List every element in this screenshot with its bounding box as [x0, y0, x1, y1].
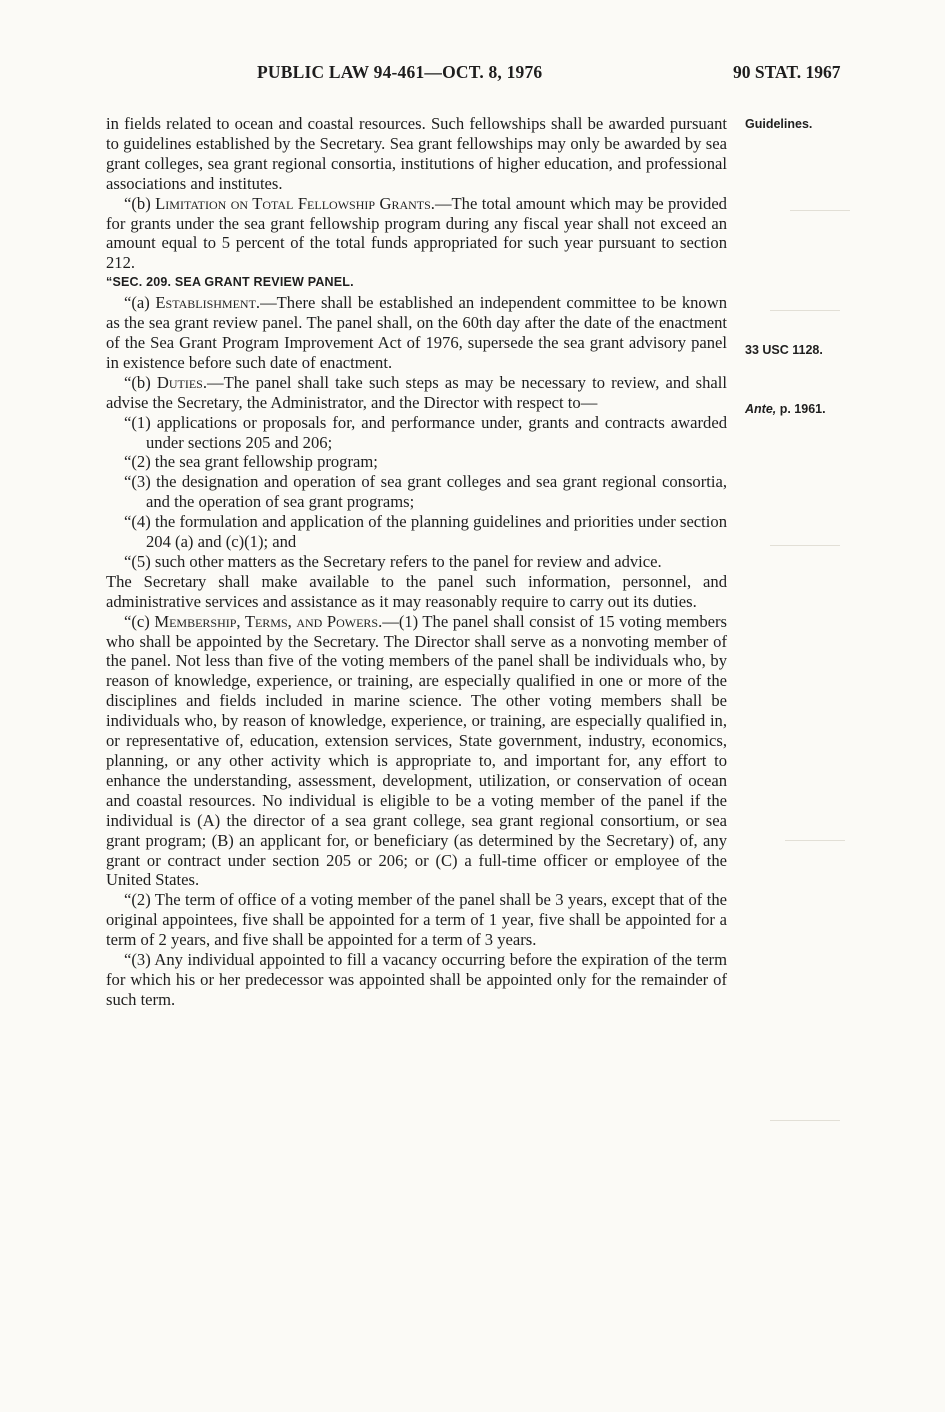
- duty-item-2: “(2) the sea grant fellowship program;: [124, 452, 378, 472]
- duty-item-3: “(3) the designation and operation of sea grant colleges and sea grant regional consortia, and the operation of sea grant programs;: [124, 472, 727, 512]
- subsection-heading: Establishment.: [155, 293, 261, 313]
- page-header: [0, 62, 945, 88]
- paragraph-limitation: [106, 194, 727, 274]
- subsection-label: “(c): [124, 611, 155, 631]
- margin-note-guidelines: Guidelines.: [745, 117, 813, 131]
- ante-italic: Ante,: [745, 402, 777, 416]
- duty-item-1: “(1) applications or proposals for, and performance under, grants and contracts awarded under sections 205 and 206;: [124, 412, 727, 452]
- paragraph-secretary-support: The Secretary shall make available to the panel such information, personnel, and administrative services and assistance as it may reasonably require to carry out its duties.: [106, 571, 727, 611]
- paragraph-term-of-office: “(2) The term of office of a voting member of the panel shall be 3 years, except that of the original appointees, five shall be appointed for a term of 1 year, five shall be appointed for a term of 2 years, and five shall be appointed for a term of 3 years.: [106, 890, 727, 950]
- show-through-mark: [770, 1120, 840, 1131]
- duty-item-4: “(4) the formulation and application of the planning guidelines and priorities under section 204 (a) and (c)(1); and: [124, 512, 727, 552]
- paragraph-duties: [106, 373, 727, 413]
- law-title: PUBLIC LAW 94-461—OCT. 8, 1976: [257, 62, 543, 82]
- stat-page-number: 90 STAT. 1967: [733, 62, 841, 82]
- paragraph-membership: [106, 612, 727, 891]
- subsection-heading: Membership, Terms, and Powers.: [154, 611, 383, 631]
- margin-note-ante: [745, 402, 826, 416]
- show-through-mark: [790, 210, 850, 235]
- paragraph-fellowships: in fields related to ocean and coastal resources. Such fellowships shall be awarded pursuant to guidelines established by the Secretary. Sea grant fellowships may only be awarded by sea grant colleges, sea grant regional consortia, institutions of higher education, and professional associations and institutes.: [106, 114, 727, 193]
- subsection-label: “(a): [124, 293, 156, 313]
- margin-note-usc-citation: 33 USC 1128.: [745, 343, 823, 357]
- subsection-heading: Duties.: [156, 372, 208, 392]
- subsection-heading: Limitation on Total Fellowship Grants.: [155, 193, 435, 213]
- subsection-text: —(1) The panel shall consist of 15 voting members who shall be appointed by the Secretary. The Director shall serve as a nonvoting member of the panel. Not less than five of the voting members of the panel shall be individuals who, by reason of knowledge, experience, or training, are especially qualified in one or more of the disciplines and fields included in marine science. The other voting members shall be individuals who, by reason of knowledge, experience, or training, are especially qualified in, or representative of, education, extension services, State government, industry, economics, planning, or any other activity which is appropriate to, and important for, any effort to enhance the understanding, assessment, development, utilization, or conservation of ocean and coastal resources. No individual is eligible to be a voting member of the panel if the individual is (A) the director of a sea grant college, sea grant regional consortium, or sea grant program; (B) an applicant for, or beneficiary (as determined by the Secretary) of, any grant or contract under section 205 or 206; or (C) a full-time officer or employee of the United States.: [106, 611, 727, 890]
- subsection-label: “(b): [124, 372, 157, 392]
- statute-body: [106, 114, 727, 1010]
- section-209-heading: “SEC. 209. SEA GRANT REVIEW PANEL.: [106, 275, 354, 290]
- show-through-mark: [785, 840, 845, 881]
- subsection-text: —The panel shall take such steps as may be necessary to review, and shall advise the Secretary, the Administrator, and the Director with respect to—: [106, 372, 727, 412]
- paragraph-establishment: [106, 293, 727, 373]
- show-through-mark: [770, 310, 840, 335]
- show-through-mark: [770, 545, 840, 556]
- subsection-label: “(b): [124, 193, 156, 213]
- paragraph-vacancy: “(3) Any individual appointed to fill a vacancy occurring before the expiration of the term for which his or her predecessor was appointed shall be appointed only for the remainder of such term.: [106, 950, 727, 1009]
- duty-item-5: “(5) such other matters as the Secretary refers to the panel for review and advice.: [124, 551, 662, 571]
- subsection-text: —The total amount which may be provided for grants under the sea grant fellowship program during any fiscal year shall not exceed an amount equal to 5 percent of the total funds appropriated for such year pursuant to section 212.: [106, 193, 727, 273]
- subsection-text: —There shall be established an independent committee to be known as the sea grant review panel. The panel shall, on the 60th day after the date of the enactment of the Sea Grant Program Improvement Act of 1976, supersede the sea grant advisory panel in existence before such date of enactment.: [106, 293, 728, 372]
- ante-page-ref: p. 1961.: [776, 402, 826, 416]
